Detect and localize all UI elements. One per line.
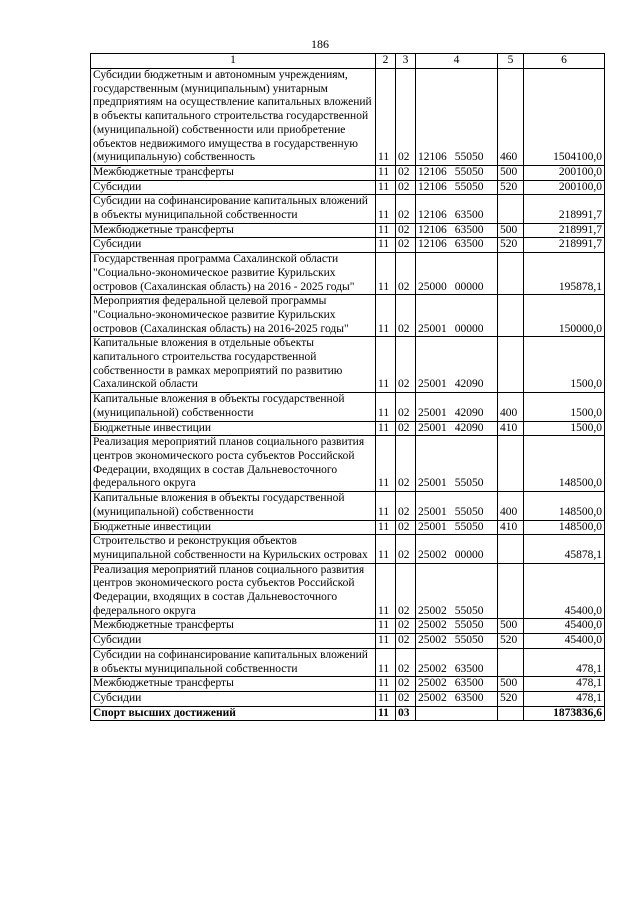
table-row [91,535,605,563]
target-code-part-b: 63500 [454,691,484,704]
expense-type-code [498,535,524,563]
amount: 218991,7 [524,223,605,238]
row-name: Реализация мероприятий планов социального развития центров экономического роста субъектов Российской Федерации, входящих в состав Дальневосточного федерального округа [91,563,376,619]
subsection-code: 02 [396,691,416,706]
amount: 45400,0 [524,563,605,619]
expense-type-code [498,295,524,337]
amount: 478,1 [524,677,605,692]
target-article-code [416,195,498,223]
column-header: 2 [376,54,396,69]
table-row [91,295,605,337]
target-code-part-a: 25002 [418,691,447,704]
target-code-part-a: 12106 [418,180,447,193]
section-code: 11 [376,634,396,649]
table-row [91,563,605,619]
section-code: 11 [376,223,396,238]
expense-type-code: 410 [498,421,524,436]
row-name: Субсидии бюджетным и автономным учреждениям, государственным (муниципальным) унитарным предприятиям на осуществление капитальных вложений в объекты капитального строительства государственной (муниципальной) собственности или приобретение объектов недвижимого имущества в государственную (муниципальную) собственность [91,69,376,166]
amount: 195878,1 [524,253,605,295]
subsection-code: 02 [396,393,416,421]
expense-type-code: 460 [498,69,524,166]
target-article-code [416,69,498,166]
table-row [91,706,605,721]
amount: 200100,0 [524,180,605,195]
subsection-code: 02 [396,295,416,337]
target-code-part-a: 25002 [418,677,447,690]
target-code-part-b: 55050 [454,619,484,632]
target-code-part-b: 55050 [454,180,484,193]
section-code: 11 [376,253,396,295]
section-code: 11 [376,706,396,721]
column-header: 5 [498,54,524,69]
amount: 150000,0 [524,295,605,337]
column-header: 6 [524,54,605,69]
target-article-code [416,337,498,393]
section-code: 11 [376,165,396,180]
expense-type-code [498,563,524,619]
table-row [91,691,605,706]
subsection-code: 02 [396,648,416,676]
target-code-part-b: 63500 [454,223,484,236]
subsection-code: 02 [396,563,416,619]
target-article-code [416,238,498,253]
target-article-code [416,634,498,649]
target-article-code [416,706,498,721]
section-code: 11 [376,69,396,166]
target-code-part-b: 42090 [454,421,484,434]
amount: 1873836,6 [524,706,605,721]
target-article-code [416,619,498,634]
expense-type-code: 500 [498,165,524,180]
target-code-part-b: 55050 [454,520,484,533]
target-article-code [416,563,498,619]
column-header: 1 [91,54,376,69]
page-number: 186 [311,37,329,51]
section-code: 11 [376,563,396,619]
target-code-part-b: 55050 [454,505,484,518]
expense-type-code: 520 [498,238,524,253]
target-article-code [416,535,498,563]
table-row [91,677,605,692]
subsection-code: 02 [396,492,416,520]
row-name: Субсидии на софинансирование капитальных вложений в объекты муниципальной собственности [91,195,376,223]
target-code-part-b: 55050 [454,165,484,178]
section-code: 11 [376,180,396,195]
row-name: Межбюджетные трансферты [91,165,376,180]
row-name: Субсидии [91,238,376,253]
target-code-part-b: 63500 [454,677,484,690]
row-name: Капитальные вложения в объекты государственной (муниципальной) собственности [91,393,376,421]
subsection-code: 02 [396,238,416,253]
amount: 1500,0 [524,337,605,393]
target-code-part-b: 63500 [454,209,484,222]
target-code-part-a: 25001 [418,406,447,419]
amount: 148500,0 [524,520,605,535]
row-name: Капитальные вложения в отдельные объекты капитального строительства государственной собственности в рамках мероприятий по развитию Сахалинской области [91,337,376,393]
row-name: Субсидии [91,180,376,195]
target-code-part-a: 25001 [418,322,447,335]
table-row [91,195,605,223]
target-article-code [416,421,498,436]
target-article-code [416,677,498,692]
table-row [91,69,605,166]
subsection-code: 02 [396,253,416,295]
table-row [91,253,605,295]
amount: 148500,0 [524,436,605,492]
target-code-part-b: 00000 [454,280,484,293]
expense-type-code [498,337,524,393]
target-article-code [416,520,498,535]
amount: 148500,0 [524,492,605,520]
expense-type-code [498,706,524,721]
row-name: Межбюджетные трансферты [91,677,376,692]
expense-type-code [498,253,524,295]
row-name: Межбюджетные трансферты [91,223,376,238]
amount: 45878,1 [524,535,605,563]
row-name: Бюджетные инвестиции [91,520,376,535]
table-row [91,648,605,676]
target-article-code [416,393,498,421]
target-code-part-b: 63500 [454,238,484,251]
expense-type-code [498,436,524,492]
subsection-code: 02 [396,421,416,436]
header-row [91,54,605,69]
subsection-code: 02 [396,634,416,649]
target-article-code [416,691,498,706]
row-name: Капитальные вложения в объекты государственной (муниципальной) собственности [91,492,376,520]
amount: 478,1 [524,691,605,706]
expense-type-code: 520 [498,691,524,706]
subsection-code: 03 [396,706,416,721]
expense-type-code: 410 [498,520,524,535]
expense-type-code [498,195,524,223]
expense-type-code: 500 [498,677,524,692]
section-code: 11 [376,393,396,421]
target-code-part-a: 12106 [418,209,447,222]
column-header: 4 [416,54,498,69]
subsection-code: 02 [396,69,416,166]
target-code-part-a: 25001 [418,520,447,533]
row-name: Субсидии [91,634,376,649]
target-code-part-b: 55050 [454,151,484,164]
amount: 218991,7 [524,195,605,223]
target-code-part-a: 25002 [418,619,447,632]
section-code: 11 [376,421,396,436]
table-row [91,337,605,393]
target-code-part-a: 12106 [418,223,447,236]
amount: 45400,0 [524,634,605,649]
expense-type-code: 400 [498,492,524,520]
table-row [91,180,605,195]
section-code: 11 [376,492,396,520]
amount: 45400,0 [524,619,605,634]
table-row [91,619,605,634]
target-article-code [416,436,498,492]
subsection-code: 02 [396,677,416,692]
table-row [91,421,605,436]
expense-type-code [498,648,524,676]
section-code: 11 [376,619,396,634]
amount: 1500,0 [524,393,605,421]
target-code-part-a: 25002 [418,662,447,675]
target-article-code [416,492,498,520]
target-code-part-a: 12106 [418,151,447,164]
row-name: Спорт высших достижений [91,706,376,721]
expense-type-code: 400 [498,393,524,421]
table-row [91,634,605,649]
amount: 1500,0 [524,421,605,436]
section-code: 11 [376,238,396,253]
target-code-part-a: 12106 [418,165,447,178]
target-code-part-a: 25000 [418,280,447,293]
subsection-code: 02 [396,619,416,634]
target-code-part-a: 25001 [418,378,447,391]
section-code: 11 [376,677,396,692]
column-header: 3 [396,54,416,69]
target-code-part-a: 25002 [418,548,447,561]
table-row [91,393,605,421]
target-code-part-a: 25001 [418,421,447,434]
row-name: Субсидии на софинансирование капитальных вложений в объекты муниципальной собственности [91,648,376,676]
table-row [91,436,605,492]
amount: 218991,7 [524,238,605,253]
table-row [91,238,605,253]
table-row [91,492,605,520]
amount: 200100,0 [524,165,605,180]
target-article-code [416,165,498,180]
section-code: 11 [376,691,396,706]
section-code: 11 [376,535,396,563]
subsection-code: 02 [396,535,416,563]
target-article-code [416,180,498,195]
target-article-code [416,295,498,337]
subsection-code: 02 [396,223,416,238]
expense-type-code: 520 [498,180,524,195]
amount: 478,1 [524,648,605,676]
target-code-part-b: 00000 [454,548,484,561]
target-code-part-b: 55050 [454,604,484,617]
row-name: Строительство и реконструкция объектов муниципальной собственности на Курильских островах [91,535,376,563]
section-code: 11 [376,295,396,337]
target-code-part-a: 25002 [418,604,447,617]
row-name: Государственная программа Сахалинской области "Социально-экономическое развитие Курильских островов (Сахалинская область) на 2016 - 2025 годы" [91,253,376,295]
subsection-code: 02 [396,337,416,393]
row-name: Реализация мероприятий планов социального развития центров экономического роста субъектов Российской Федерации, входящих в состав Дальневосточного федерального округа [91,436,376,492]
target-article-code [416,223,498,238]
target-code-part-a: 25002 [418,634,447,647]
section-code: 11 [376,648,396,676]
subsection-code: 02 [396,195,416,223]
row-name: Мероприятия федеральной целевой программы "Социально-экономическое развитие Курильских островов (Сахалинская область) на 2016-2025 годы" [91,295,376,337]
expense-type-code: 520 [498,634,524,649]
section-code: 11 [376,337,396,393]
target-code-part-b: 00000 [454,322,484,335]
target-code-part-b: 55050 [454,477,484,490]
table-row [91,165,605,180]
subsection-code: 02 [396,180,416,195]
row-name: Субсидии [91,691,376,706]
section-code: 11 [376,436,396,492]
amount: 1504100,0 [524,69,605,166]
table-row [91,223,605,238]
target-code-part-b: 55050 [454,634,484,647]
target-article-code [416,253,498,295]
subsection-code: 02 [396,165,416,180]
budget-table [90,53,605,721]
subsection-code: 02 [396,520,416,535]
target-code-part-b: 42090 [454,406,484,419]
target-code-part-b: 63500 [454,662,484,675]
target-code-part-a: 12106 [418,238,447,251]
expense-type-code: 500 [498,223,524,238]
subsection-code: 02 [396,436,416,492]
table-row [91,520,605,535]
section-code: 11 [376,195,396,223]
target-code-part-a: 25001 [418,505,447,518]
row-name: Межбюджетные трансферты [91,619,376,634]
target-article-code [416,648,498,676]
section-code: 11 [376,520,396,535]
target-code-part-b: 42090 [454,378,484,391]
expense-type-code: 500 [498,619,524,634]
row-name: Бюджетные инвестиции [91,421,376,436]
target-code-part-a: 25001 [418,477,447,490]
